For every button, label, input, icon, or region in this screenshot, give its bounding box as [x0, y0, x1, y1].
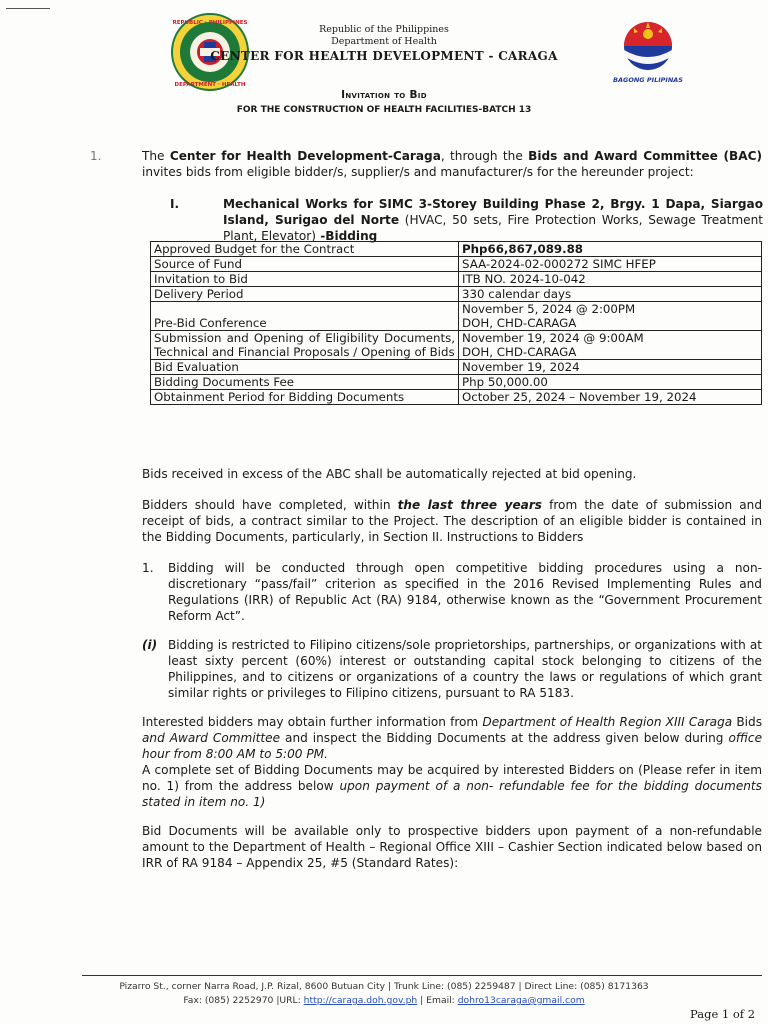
- intro-paragraph: The Center for Health Development-Caraga, through the Bids and Award Committee (BAC) invites bids from eligible bidder/s, supplier/s and manufacturer/s for the hereunder project:: [142, 149, 763, 179]
- table-row: [151, 375, 762, 390]
- republic-line: Republic of the Philippines: [319, 24, 449, 35]
- document-title: Invitation to Bid: [341, 89, 427, 101]
- department-line: Department of Health: [331, 36, 437, 47]
- table-value: SAA-2024-02-000272 SIMC HFEP: [459, 257, 762, 272]
- interested-paragraph: Interested bidders may obtain further information from Department of Health Region XIII Caraga Bids and Award Committee and inspect the Bidding Documents at the address given below during office hour from 8:00 AM to 5:00 PM. A complete set of Bidding Documents may be acquired by interested Bidders on (Please refer in item no. 1) from the address below upon payment of a non- refundable fee for the bidding documents stated in item no. 1): [142, 715, 763, 809]
- bagong-pilipinas-logo: [612, 16, 684, 88]
- table-value: October 25, 2024 – November 19, 2024: [459, 390, 762, 405]
- page-number: Page 1 of 2: [690, 1007, 756, 1021]
- table-label: Delivery Period: [151, 287, 459, 302]
- table-label: Invitation to Bid: [151, 272, 459, 287]
- table-row: [151, 390, 762, 405]
- item1-paragraph: Bidding will be conducted through open competitive bidding procedures using a non-discretionary “pass/fail” criterion as specified in the 2016 Revised Implementing Rules and Regulations (IRR) of Republic Act (RA) 9184, otherwise known as the “Government Procurement Reform Act”.: [168, 561, 762, 623]
- table-label: Pre-Bid Conference: [151, 302, 459, 331]
- footer: [0, 980, 768, 1008]
- svg-text:REPUBLIC · PHILIPPINES: REPUBLIC · PHILIPPINES: [172, 20, 248, 26]
- bac-name: Bids and Award Committee (BAC): [528, 149, 763, 163]
- table-row: [151, 360, 762, 375]
- center-name: CENTER FOR HEALTH DEVELOPMENT - CARAGA: [210, 49, 558, 63]
- footer-address: Pizarro St., corner Narra Road, J.P. Rizal, 8600 Butuan City | Trunk Line: (085) 2259487 | Direct Line: (085) 8171363: [119, 981, 649, 992]
- reject-paragraph: Bids received in excess of the ABC shall be automatically rejected at bid opening.: [142, 467, 637, 481]
- email-link[interactable]: dohro13caraga@gmail.com: [457, 995, 585, 1006]
- table-row: [151, 257, 762, 272]
- logo-text: BAGONG PILIPINAS: [613, 76, 683, 84]
- table-value: Php66,867,089.88: [459, 242, 762, 257]
- margin-number: 1.: [90, 149, 102, 163]
- item-i-number: (i): [142, 638, 158, 652]
- table-row: [151, 302, 762, 331]
- document-subtitle: FOR THE CONSTRUCTION OF HEALTH FACILITIES-BATCH 13: [236, 105, 532, 115]
- bid-details-table: [150, 241, 762, 405]
- website-link[interactable]: http://caraga.doh.gov.ph: [303, 995, 418, 1006]
- project-roman: I.: [170, 197, 180, 211]
- table-row: [151, 242, 762, 257]
- item-i-paragraph: Bidding is restricted to Filipino citizens/sole proprietorships, partnerships, or organizations with at least sixty percent (60%) interest or outstanding capital stock belonging to citizens of the Philippines, and to citizens or organizations of a country the laws or regulations of which grant similar rights or privileges to Filipino citizens, pursuant to RA 5183.: [168, 638, 762, 700]
- svg-text:DEPARTMENT · HEALTH: DEPARTMENT · HEALTH: [174, 82, 246, 88]
- table-value: ITB NO. 2024-10-042: [459, 272, 762, 287]
- table-row: [151, 331, 762, 360]
- table-label: Bidding Documents Fee: [151, 375, 459, 390]
- table-label: Obtainment Period for Bidding Documents: [151, 390, 459, 405]
- entity-name: Center for Health Development-Caraga: [169, 149, 441, 163]
- table-value: November 19, 2024 @ 9:00AM DOH, CHD-CARAGA: [459, 331, 762, 360]
- table-label: Bid Evaluation: [151, 360, 459, 375]
- scan-mark: [6, 8, 50, 9]
- table-label: Approved Budget for the Contract: [151, 242, 459, 257]
- footer-contacts: Fax: (085) 2252970 |URL: http://caraga.doh.gov.ph | Email: dohro13caraga@gmail.com: [183, 995, 585, 1006]
- project-title: Mechanical Works for SIMC 3-Storey Building Phase 2, Brgy. 1 Dapa, Siargao Island, Surigao del Norte (HVAC, 50 sets, Fire Protection Works, Sewage Treatment Plant, Elevator) -Bidding: [223, 197, 763, 243]
- item1-number: 1.: [142, 561, 154, 575]
- table-label: Source of Fund: [151, 257, 459, 272]
- table-row: [151, 287, 762, 302]
- table-value: 330 calendar days: [459, 287, 762, 302]
- table-row: [151, 272, 762, 287]
- footer-divider: [82, 975, 762, 976]
- table-value: Php 50,000.00: [459, 375, 762, 390]
- table-label: Submission and Opening of Eligibility Documents, Technical and Financial Proposals / Opening of Bids: [151, 331, 459, 360]
- available-paragraph: Bid Documents will be available only to prospective bidders upon payment of a non-refundable amount to the Department of Health – Regional Office XIII – Cashier Section indicated below based on IRR of RA 9184 – Appendix 25, #5 (Standard Rates):: [142, 824, 762, 870]
- table-value: November 19, 2024: [459, 360, 762, 375]
- completed-paragraph: Bidders should have completed, within the last three years from the date of submission and receipt of bids, a contract similar to the Project. The description of an eligible bidder is contained in the Bidding Documents, particularly, in Section II. Instructions to Bidders: [142, 498, 762, 544]
- table-value: November 5, 2024 @ 2:00PM DOH, CHD-CARAGA: [459, 302, 762, 331]
